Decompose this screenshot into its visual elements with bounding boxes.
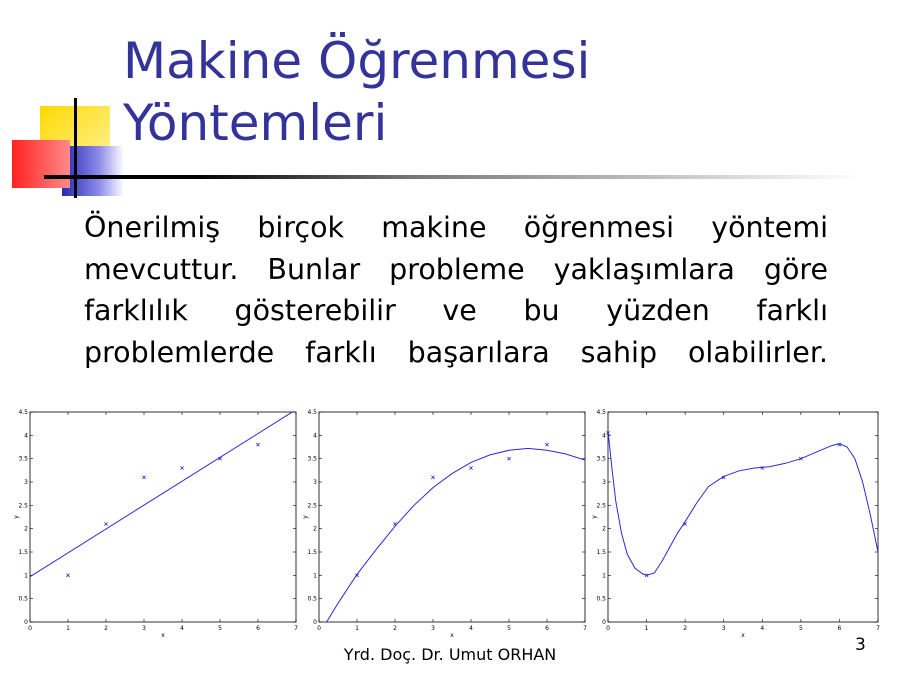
plot-frame [319, 412, 585, 622]
y-tick-label: 0.5 [307, 595, 317, 603]
x-tick-label: 6 [837, 625, 842, 632]
y-tick-label: 3 [24, 479, 28, 486]
x-tick-label: 4 [180, 625, 184, 632]
x-tick-label: 1 [355, 625, 359, 632]
chart-linear-fit-svg [14, 404, 302, 640]
page-number: 3 [855, 635, 866, 655]
logo-vertical-line [74, 98, 77, 198]
y-axis-label: y [13, 515, 20, 519]
x-tick-label: 0 [317, 625, 321, 632]
y-tick-label: 0.5 [18, 595, 28, 603]
y-tick-label: 1.5 [307, 549, 317, 556]
y-tick-label: 4 [313, 432, 317, 440]
y-tick-label: 3.5 [596, 455, 606, 463]
x-axis-label: x [450, 632, 454, 639]
x-tick-label: 4 [760, 625, 765, 632]
y-tick-label: 4.5 [18, 409, 28, 416]
x-tick-label: 7 [583, 625, 587, 632]
slide-title: Makine Öğrenmesi Yöntemleri [123, 32, 591, 152]
y-tick-label: 1.5 [18, 549, 28, 556]
chart-polynomial-fit-svg [592, 404, 884, 640]
footer-author: Yrd. Doç. Dr. Umut ORHAN [343, 645, 557, 664]
y-tick-label: 1 [602, 572, 606, 580]
chart-quadratic-fit [303, 404, 591, 640]
plot-frame [30, 412, 296, 622]
y-tick-label: 0 [24, 619, 28, 626]
x-axis-label: x [161, 632, 165, 639]
y-tick-label: 2 [24, 525, 28, 533]
x-tick-label: 1 [66, 625, 70, 632]
y-tick-label: 3 [313, 479, 317, 486]
y-tick-label: 3.5 [307, 455, 317, 463]
y-tick-label: 4.5 [307, 409, 317, 416]
y-axis-label: y [302, 515, 309, 519]
y-tick-label: 2 [602, 525, 606, 533]
x-tick-label: 5 [507, 625, 511, 632]
x-tick-label: 3 [142, 625, 146, 632]
chart-polynomial-fit [592, 404, 884, 640]
y-tick-label: 2.5 [596, 502, 606, 510]
y-axis-label: y [591, 515, 598, 519]
x-axis-label: x [741, 632, 745, 639]
x-tick-label: 0 [28, 625, 32, 632]
chart-quadratic-fit-svg [303, 404, 591, 640]
slide-body-text: Önerilmiş birçok makine öğrenmesi yöntemi mevcuttur. Bunlar probleme yaklaşımlara göre farklılık gösterebilir ve bu yüzden farklı problemlerde farklı başarılara sahip olabilirler. [84, 211, 828, 369]
chart-linear-fit [14, 404, 302, 640]
x-tick-label: 6 [256, 625, 260, 632]
y-tick-label: 2.5 [307, 502, 317, 510]
logo-red-square [12, 140, 70, 188]
y-tick-label: 4 [24, 432, 28, 440]
x-tick-label: 2 [393, 625, 397, 632]
y-tick-label: 0 [313, 619, 317, 626]
plot-frame [608, 412, 878, 622]
y-tick-label: 3 [602, 479, 606, 486]
y-tick-label: 3.5 [18, 455, 28, 463]
y-tick-label: 1 [313, 572, 317, 580]
y-tick-label: 2.5 [18, 502, 28, 510]
x-tick-label: 7 [294, 625, 298, 632]
x-tick-label: 2 [104, 625, 108, 632]
logo-blue-square [62, 146, 124, 196]
y-tick-label: 0.5 [596, 595, 606, 603]
x-tick-label: 0 [606, 625, 610, 632]
x-tick-label: 3 [721, 625, 726, 632]
y-tick-label: 0 [602, 619, 606, 626]
x-tick-label: 3 [431, 625, 435, 632]
y-tick-label: 1.5 [596, 549, 606, 556]
x-tick-label: 7 [876, 625, 880, 632]
x-tick-label: 5 [798, 625, 803, 632]
x-tick-label: 2 [683, 625, 688, 632]
y-tick-label: 4 [602, 432, 606, 440]
x-tick-label: 1 [644, 625, 649, 632]
x-tick-label: 6 [545, 625, 549, 632]
y-tick-label: 4.5 [596, 409, 606, 416]
title-underline [44, 175, 860, 179]
x-tick-label: 5 [218, 625, 222, 632]
x-tick-label: 4 [469, 625, 473, 632]
y-tick-label: 1 [24, 572, 28, 580]
y-tick-label: 2 [313, 525, 317, 533]
